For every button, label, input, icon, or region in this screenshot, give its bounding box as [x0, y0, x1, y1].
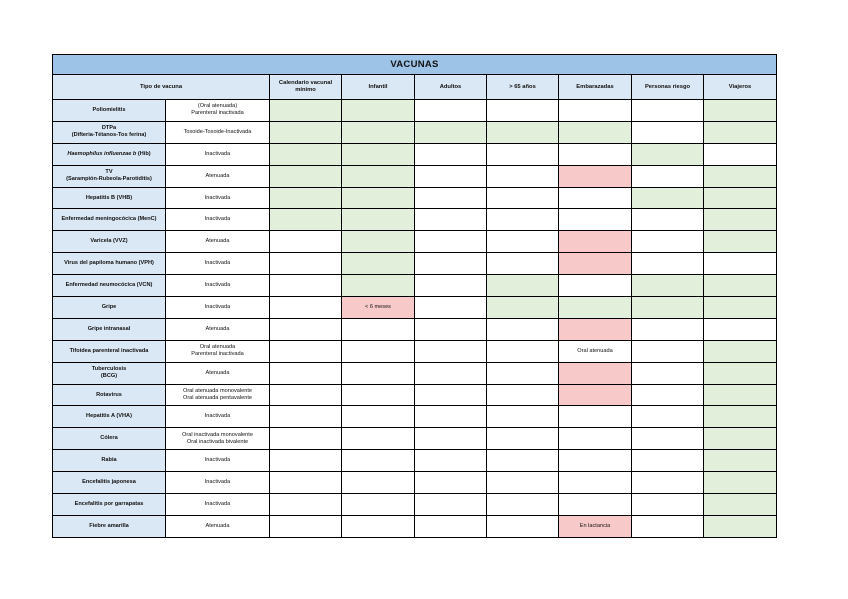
indication-cell: [704, 384, 777, 406]
indication-cell: [559, 275, 632, 297]
indication-cell: [342, 165, 415, 187]
indication-cell: [415, 165, 487, 187]
indication-cell: [415, 494, 487, 516]
indication-cell: [632, 318, 704, 340]
header-row: [53, 75, 777, 100]
indication-cell: [559, 100, 632, 122]
vaccine-type: [166, 384, 270, 406]
indication-cell: [415, 340, 487, 362]
vaccine-type: [166, 297, 270, 319]
vaccine-type: [166, 100, 270, 122]
indication-cell: [704, 406, 777, 428]
vaccine-name: Gripe: [53, 297, 166, 319]
indication-cell: [559, 494, 632, 516]
table-row: [53, 209, 777, 231]
indication-cell: [487, 231, 559, 253]
indication-cell: [415, 515, 487, 537]
table-row: [53, 340, 777, 362]
indication-cell: [342, 275, 415, 297]
indication-cell: [704, 121, 777, 143]
vaccine-name-line: (Difteria-Tétanos-Tos ferina): [71, 132, 147, 139]
indication-cell: [487, 515, 559, 537]
vaccine-type: [166, 494, 270, 516]
indication-cell: [342, 494, 415, 516]
table-title: VACUNAS: [53, 55, 777, 75]
indication-cell: Oral atenuada: [559, 340, 632, 362]
indication-cell: [342, 428, 415, 450]
indication-cell: [559, 472, 632, 494]
indication-cell: [415, 362, 487, 384]
indication-cell: [559, 362, 632, 384]
indication-cell: [270, 472, 342, 494]
vaccine-type-line: Inactivada: [204, 479, 231, 486]
indication-cell: [415, 143, 487, 165]
vaccine-name: [53, 121, 166, 143]
vaccine-type: [166, 340, 270, 362]
indication-cell: [270, 362, 342, 384]
indication-cell: [270, 143, 342, 165]
indication-cell: [632, 406, 704, 428]
indication-cell: [559, 209, 632, 231]
indication-cell: [632, 209, 704, 231]
indication-cell: [559, 165, 632, 187]
vaccine-type-line: Parenteral inactivada: [191, 110, 244, 117]
vaccine-type-line: Inactivada: [204, 216, 231, 223]
indication-cell: [559, 231, 632, 253]
indication-cell: [559, 406, 632, 428]
indication-cell: [342, 143, 415, 165]
header-adultos: Adultos: [415, 75, 487, 100]
indication-cell: [342, 472, 415, 494]
indication-cell: En lactancia: [559, 515, 632, 537]
indication-cell: [342, 340, 415, 362]
table-row: [53, 231, 777, 253]
table-row: [53, 494, 777, 516]
indication-cell: [415, 253, 487, 275]
indication-cell: [487, 406, 559, 428]
vaccine-name-line: (BCG): [100, 373, 118, 380]
indication-cell: [415, 297, 487, 319]
indication-cell: [342, 209, 415, 231]
indication-cell: [632, 494, 704, 516]
vaccine-name: Encefalitis japonesa: [53, 472, 166, 494]
indication-cell: [270, 340, 342, 362]
indication-cell: [632, 340, 704, 362]
vaccine-name: Fiebre amarilla: [53, 515, 166, 537]
header-embarazadas: Embarazadas: [559, 75, 632, 100]
indication-cell: [342, 406, 415, 428]
header-mayores-65: > 65 años: [487, 75, 559, 100]
indication-cell: [270, 187, 342, 209]
indication-cell: [632, 121, 704, 143]
indication-cell: [270, 384, 342, 406]
vaccine-type-line: Inactivada: [204, 282, 231, 289]
indication-cell: [270, 515, 342, 537]
indication-cell: [342, 515, 415, 537]
indication-cell: [559, 318, 632, 340]
indication-cell: [487, 428, 559, 450]
indication-cell: [342, 450, 415, 472]
vaccine-name-line: Tuberculosis: [91, 366, 127, 373]
indication-cell: [704, 428, 777, 450]
vaccine-type-line: Inactivada: [204, 457, 231, 464]
indication-cell: [632, 165, 704, 187]
table-row: [53, 275, 777, 297]
table-row: [53, 253, 777, 275]
indication-cell: [487, 340, 559, 362]
header-viajeros: Viajeros: [704, 75, 777, 100]
indication-cell: [632, 297, 704, 319]
vaccine-name: Hepatitis A (VHA): [53, 406, 166, 428]
indication-cell: [704, 187, 777, 209]
indication-cell: [415, 275, 487, 297]
indication-cell: [632, 275, 704, 297]
vaccine-type-line: Inactivada: [204, 413, 231, 420]
vaccine-name-line: DTPa: [101, 125, 117, 132]
indication-cell: [632, 143, 704, 165]
indication-cell: [270, 318, 342, 340]
indication-cell: [487, 165, 559, 187]
vaccine-type: [166, 253, 270, 275]
vaccine-name-italic: Haemophilus influenzae b: [67, 150, 137, 157]
indication-cell: [632, 450, 704, 472]
table-row: [53, 472, 777, 494]
vaccine-type-line: Oral inactivada monovalente: [182, 431, 253, 438]
vaccine-type-line: Atenuada: [205, 369, 230, 376]
indication-cell: [559, 143, 632, 165]
indication-cell: [415, 100, 487, 122]
vaccine-type: [166, 209, 270, 231]
vaccine-type-line: Inactivada: [204, 303, 231, 310]
indication-cell: [487, 121, 559, 143]
indication-cell: [559, 450, 632, 472]
table-row: [53, 143, 777, 165]
vaccine-type: [166, 362, 270, 384]
vaccine-name: Gripe intranasal: [53, 318, 166, 340]
indication-cell: [270, 165, 342, 187]
vaccine-type: [166, 143, 270, 165]
indication-cell: [704, 450, 777, 472]
vaccine-name: Rotavirus: [53, 384, 166, 406]
indication-cell: [632, 472, 704, 494]
table-row: [53, 450, 777, 472]
vaccine-type-line: Parenteral inactivada: [191, 351, 244, 358]
vaccine-name-rest: (Hib): [136, 150, 151, 157]
indication-cell: [415, 384, 487, 406]
indication-cell: [270, 428, 342, 450]
vaccine-type: [166, 472, 270, 494]
vaccines-table: [52, 54, 777, 538]
indication-cell: [632, 231, 704, 253]
vaccine-type-line: Oral atenuada monovalente: [182, 388, 253, 395]
indication-cell: [704, 472, 777, 494]
indication-cell: [487, 275, 559, 297]
indication-cell: [487, 472, 559, 494]
indication-cell: [632, 253, 704, 275]
vaccine-type: [166, 515, 270, 537]
indication-cell: [704, 231, 777, 253]
indication-cell: [704, 143, 777, 165]
indication-cell: [270, 121, 342, 143]
vaccine-name: [53, 165, 166, 187]
indication-cell: [342, 253, 415, 275]
indication-cell: [559, 121, 632, 143]
indication-cell: [704, 362, 777, 384]
vaccine-name: [53, 143, 166, 165]
indication-cell: [487, 450, 559, 472]
indication-cell: < 6 meses: [342, 297, 415, 319]
vaccine-type-line: Oral atenuada pentavalente: [182, 395, 253, 402]
indication-cell: [342, 100, 415, 122]
vaccine-type-line: Inactivada: [204, 194, 231, 201]
vaccine-name: Virus del papiloma humano (VPH): [53, 253, 166, 275]
indication-cell: [487, 187, 559, 209]
indication-cell: [632, 100, 704, 122]
indication-cell: [704, 100, 777, 122]
indication-cell: [270, 494, 342, 516]
indication-cell: [270, 450, 342, 472]
indication-cell: [704, 515, 777, 537]
indication-cell: [270, 253, 342, 275]
indication-cell: [487, 253, 559, 275]
table-row: [53, 165, 777, 187]
indication-cell: [415, 472, 487, 494]
table-row: [53, 187, 777, 209]
indication-cell: [704, 275, 777, 297]
indication-cell: [559, 297, 632, 319]
vaccine-type-line: Inactivada: [204, 260, 231, 267]
indication-cell: [559, 187, 632, 209]
indication-cell: [632, 187, 704, 209]
indication-cell: [632, 428, 704, 450]
indication-cell: [704, 297, 777, 319]
indication-cell: [342, 384, 415, 406]
vaccine-type-line: Atenuada: [205, 325, 230, 332]
indication-cell: [704, 165, 777, 187]
vaccine-name: Varicela (VVZ): [53, 231, 166, 253]
indication-cell: [270, 297, 342, 319]
table-row: [53, 515, 777, 537]
indication-cell: [342, 121, 415, 143]
indication-cell: [270, 209, 342, 231]
header-calendario: Calendario vacunal mínimo: [270, 75, 342, 100]
vaccine-type: [166, 165, 270, 187]
indication-cell: [487, 209, 559, 231]
indication-cell: [704, 340, 777, 362]
indication-cell: [415, 318, 487, 340]
indication-cell: [632, 384, 704, 406]
vaccine-type: [166, 231, 270, 253]
indication-cell: [415, 209, 487, 231]
table-body: [53, 100, 777, 538]
vaccine-type-line: Atenuada: [205, 238, 230, 245]
table-row: [53, 428, 777, 450]
indication-cell: [632, 515, 704, 537]
header-infantil: Infantil: [342, 75, 415, 100]
indication-cell: [487, 494, 559, 516]
indication-cell: [342, 362, 415, 384]
indication-cell: [342, 187, 415, 209]
vaccine-type-line: Oral inactivada bivalente: [186, 438, 249, 445]
table-row: [53, 362, 777, 384]
indication-cell: [270, 100, 342, 122]
vaccine-type-line: Toxoide-Toxoide-Inactivada: [183, 128, 252, 135]
indication-cell: [487, 297, 559, 319]
vaccines-sheet: [52, 54, 776, 538]
vaccine-type: [166, 187, 270, 209]
indication-cell: [487, 100, 559, 122]
indication-cell: [559, 428, 632, 450]
vaccine-name: Hepatitis B (VHB): [53, 187, 166, 209]
indication-cell: [415, 428, 487, 450]
vaccine-name: Enfermedad meningocócica (MenC): [53, 209, 166, 231]
vaccine-name-line: (Sarampión-Rubeola-Parotiditis): [66, 176, 152, 183]
table-row: [53, 121, 777, 143]
vaccine-type-line: Inactivada: [204, 150, 231, 157]
vaccine-type-line: Inactivada: [204, 500, 231, 507]
vaccine-type-line: Atenuada: [205, 172, 230, 179]
vaccine-type-line: Oral atenuada: [199, 344, 236, 351]
indication-cell: [704, 253, 777, 275]
indication-cell: [415, 450, 487, 472]
indication-cell: [704, 318, 777, 340]
header-personas-riesgo: Personas riesgo: [632, 75, 704, 100]
indication-cell: [632, 362, 704, 384]
indication-cell: [704, 494, 777, 516]
vaccine-type-line: (Oral atenuada): [197, 103, 238, 110]
indication-cell: [559, 384, 632, 406]
indication-cell: [342, 231, 415, 253]
indication-cell: [559, 253, 632, 275]
indication-cell: [415, 231, 487, 253]
indication-cell: [487, 384, 559, 406]
indication-cell: [270, 275, 342, 297]
indication-cell: [270, 231, 342, 253]
vaccine-name: Rabia: [53, 450, 166, 472]
vaccine-type: [166, 121, 270, 143]
vaccine-name: Cólera: [53, 428, 166, 450]
vaccine-name: [53, 362, 166, 384]
indication-cell: [704, 209, 777, 231]
indication-cell: [487, 143, 559, 165]
vaccine-name: Tifoidea parenteral inactivada: [53, 340, 166, 362]
header-tipo: Tipo de vacuna: [53, 75, 270, 100]
vaccine-type: [166, 406, 270, 428]
indication-cell: [415, 406, 487, 428]
indication-cell: [415, 121, 487, 143]
vaccine-name: Poliomielitis: [53, 100, 166, 122]
vaccine-type: [166, 428, 270, 450]
table-row: [53, 384, 777, 406]
vaccine-type: [166, 275, 270, 297]
indication-cell: [487, 362, 559, 384]
vaccine-type: [166, 450, 270, 472]
vaccine-name: Enfermedad neumocócica (VCN): [53, 275, 166, 297]
vaccine-name-line: TV: [105, 169, 113, 176]
table-row: [53, 318, 777, 340]
vaccine-type: [166, 318, 270, 340]
indication-cell: [415, 187, 487, 209]
table-row: [53, 297, 777, 319]
indication-cell: [270, 406, 342, 428]
vaccine-type-line: Atenuada: [205, 522, 230, 529]
table-row: [53, 406, 777, 428]
table-row: [53, 100, 777, 122]
indication-cell: [487, 318, 559, 340]
vaccine-name: Encefalitis por garrapatas: [53, 494, 166, 516]
indication-cell: [342, 318, 415, 340]
